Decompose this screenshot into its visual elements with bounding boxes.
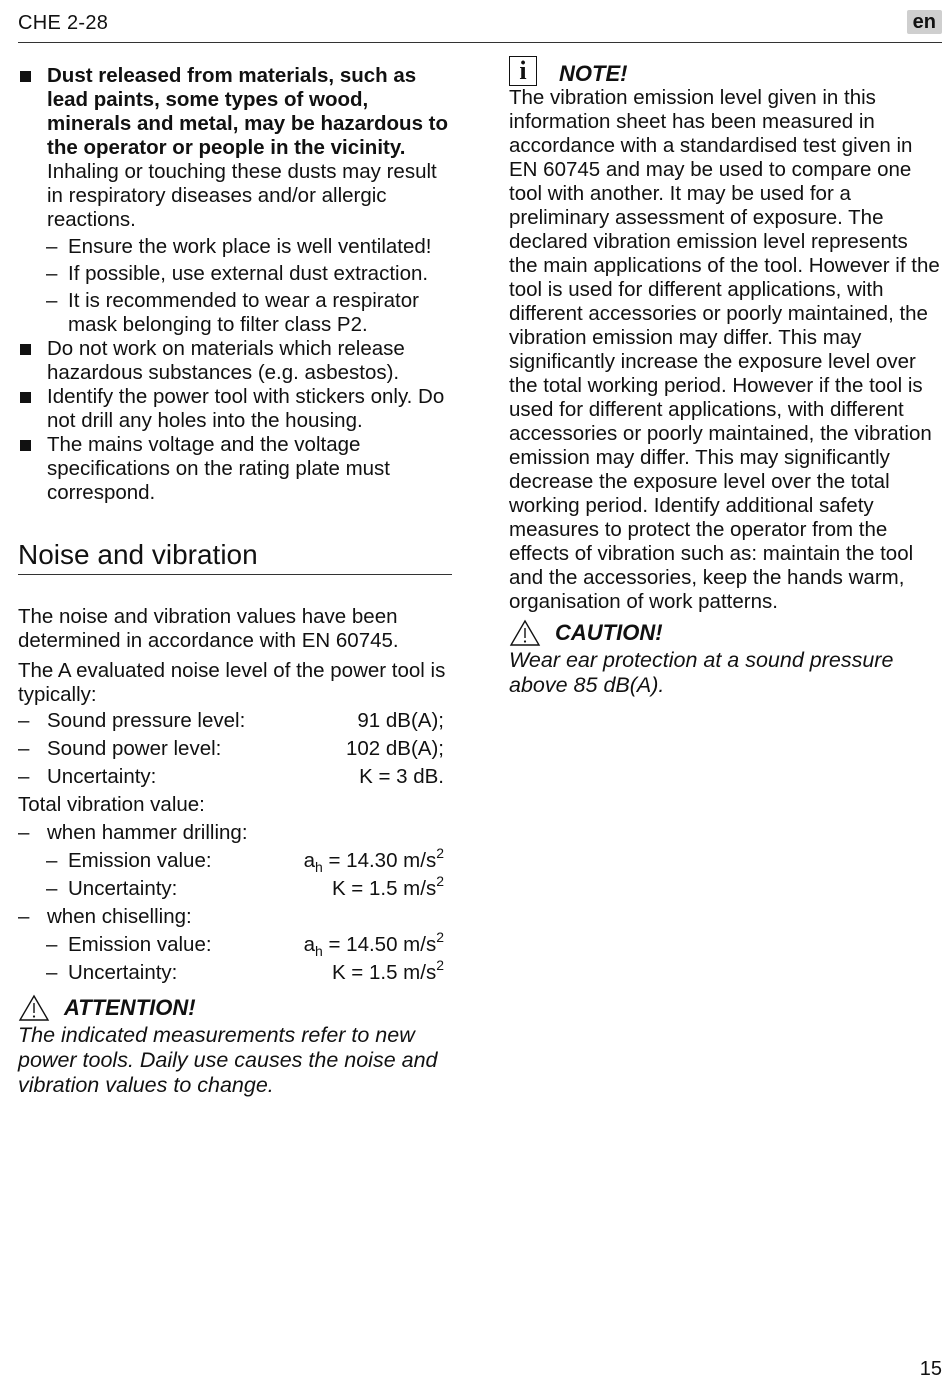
note-text: The vibration emission level given in this information sheet has been measured in accordance with a standardised test given in EN 60745 and may be used to compare one tool with another. It may be used for a preliminary assessment of exposure. The declared vibration emission level represents the main applications of the tool. However if the tool is used for different applications, with different accessories or poorly maintained, the vibration emission may differ. This may significantly increase the exposure level over the total working period. However if the tool is used for different applications, with different accessories or poorly maintained, the vibration emission may differ. This may significantly decrease the exposure level over the total working period. Identify additional safety measures to protect the operator from the effects of vibration such as: maintain the tool and the accessories, keep the hands warm, organisation of work patterns. — [509, 86, 940, 613]
bullet-square-icon — [20, 344, 31, 355]
attention-heading — [18, 993, 450, 1023]
left-column — [18, 64, 450, 1098]
page-header — [18, 8, 942, 43]
attention-text: The indicated measurements refer to new power tools. Daily use causes the noise and vibration values to change. — [18, 1023, 438, 1097]
bullet-square-icon — [20, 71, 31, 82]
right-column — [509, 56, 941, 698]
bullet-text: Inhaling or touching these dusts may result in respiratory diseases and/or allergic reactions. — [47, 160, 437, 231]
bullet-square-icon — [20, 392, 31, 403]
bullet-mains-voltage: The mains voltage and the voltage specifications on the rating plate must correspond. — [18, 433, 450, 505]
language-badge: en — [907, 10, 942, 34]
section-title: Noise and vibration — [18, 538, 452, 575]
vibration-mode-chiselling: – when chiselling: — [18, 905, 192, 928]
spec-row-uncertainty-chiselling: – Uncertainty: K = 1.5 $m/s^2$ — [46, 957, 444, 984]
spec-row-emission-drilling: – Emission value: $a_h = 14.30$ $m/s^2$ — [46, 845, 444, 875]
note-heading — [509, 56, 941, 86]
spec-row-sound-pressure: – Sound pressure level: 91 dB(A); — [18, 709, 444, 732]
warning-triangle-icon — [509, 619, 541, 647]
warning-triangle-icon — [18, 994, 50, 1022]
page-number: 15 — [919, 1358, 942, 1380]
bullet-square-icon — [20, 440, 31, 451]
sub-item: – If possible, use external dust extraction. — [46, 262, 429, 285]
document-id: CHE 2-28 — [18, 12, 109, 34]
vibration-title: Total vibration value: — [18, 793, 205, 816]
intro-paragraph: The noise and vibration values have been determined in accordance with EN 60745. — [18, 605, 399, 652]
bullet-dust-hazard — [18, 64, 450, 232]
spec-row-emission-chiselling: – Emission value: $a_h = 14.50$ $m/s^2$ — [46, 929, 444, 959]
caution-heading — [509, 618, 941, 648]
vibration-mode-hammer-drilling: – when hammer drilling: — [18, 821, 248, 844]
sub-item: – Ensure the work place is well ventilated! — [46, 235, 432, 258]
bullet-hazardous-substances: Do not work on materials which release hazardous substances (e.g. asbestos). — [18, 337, 450, 385]
intro-paragraph: The A evaluated noise level of the power tool is typically: — [18, 659, 446, 706]
sub-item: – It is recommended to wear a respirator mask belonging to filter class P2. — [46, 289, 419, 336]
bullet-stickers: Identify the power tool with stickers only. Do not drill any holes into the housing. — [18, 385, 450, 433]
caution-text: Wear ear protection at a sound pressure above 85 dB(A). — [509, 648, 894, 697]
info-icon: i — [509, 56, 537, 86]
spec-row-sound-power: – Sound power level: 102 dB(A); — [18, 737, 444, 760]
caution-title: CAUTION! — [555, 620, 663, 645]
note-title: NOTE! — [559, 61, 628, 86]
spec-row-uncertainty: – Uncertainty: K = 3 dB. — [18, 765, 444, 788]
spec-row-uncertainty-drilling: – Uncertainty: K = 1.5 $m/s^2$ — [46, 873, 444, 900]
bullet-bold-text: Dust released from materials, such as lead paints, some types of wood, minerals and metal, may be hazardous to the operator or people in the vicinity. — [47, 64, 449, 159]
attention-title: ATTENTION! — [64, 995, 196, 1020]
